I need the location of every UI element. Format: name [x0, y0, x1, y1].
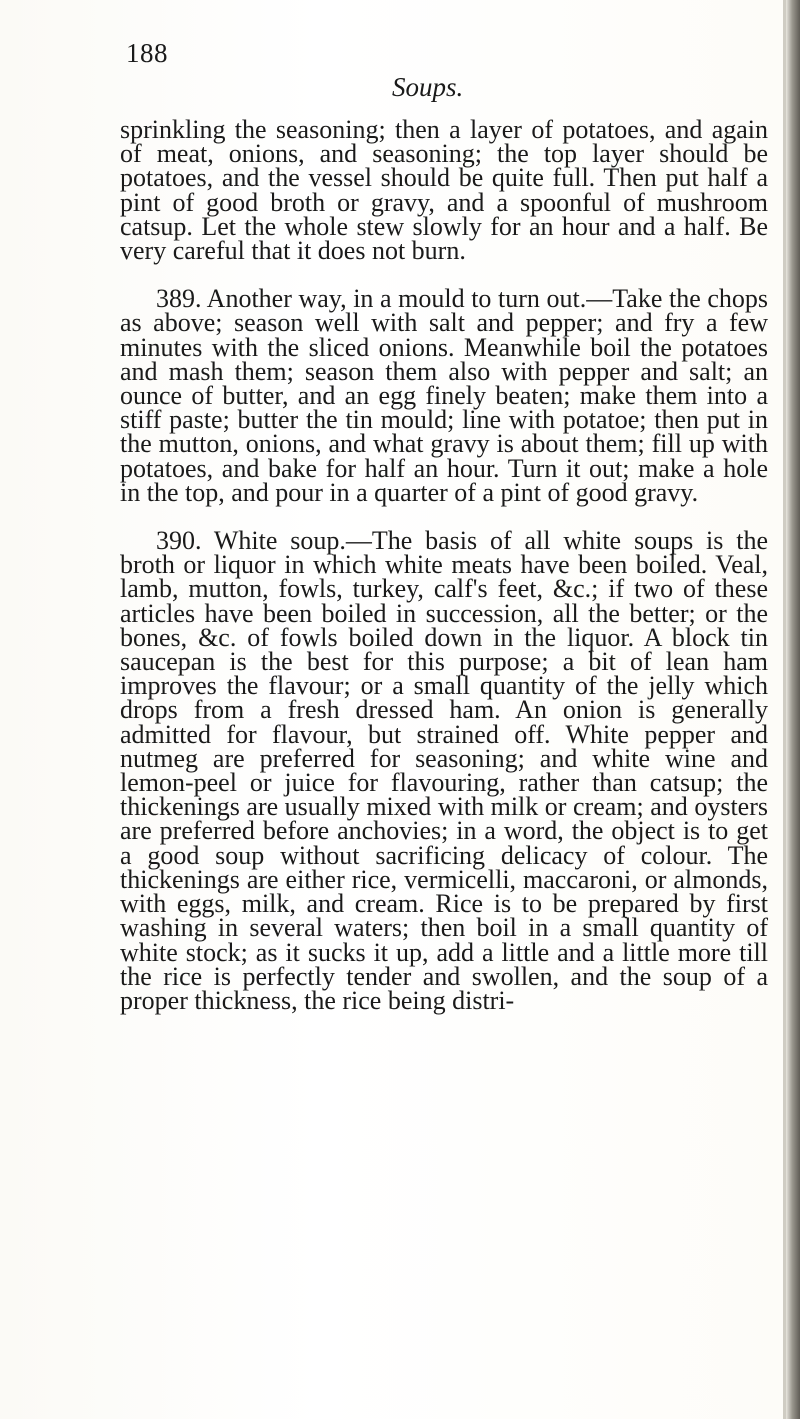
paragraph-389: 389. Another way, in a mould to turn out.—Take the chops as above; season well with salt and pepper; and fry a few minutes with the sliced onions. Meanwhile boil the potatoes and mash them; season them also with pepper and salt; an ounce of butter, and an egg finely beaten; make them into a stiff paste; butter the tin mould; line with potatoe; then put in the mutton, onions, and what gravy is about them; fill up with potatoes, and bake for half an hour. Turn it out; make a hole in the top, and pour in a quarter of a pint of good gravy. [120, 284, 768, 507]
page-number: 188 [126, 38, 168, 68]
book-spine [786, 0, 800, 1419]
body-text [120, 115, 768, 1015]
paragraph-390: 390. White soup.—The basis of all white soups is the broth or liquor in which white meats have been boiled. Veal, lamb, mutton, fowls, turkey, calf's feet, &c.; if two of these articles have been boiled in succession, all the better; or the bones, &c. of fowls boiled down in the liquor. A block tin saucepan is the best for this purpose; a bit of lean ham improves the flavour; or a small quantity of the jelly which drops from a fresh dressed ham. An onion is generally admitted for flavour, but strained off. White pepper and nutmeg are preferred for seasoning; and white wine and lemon-peel or juice for flavouring, rather than catsup; the thickenings are usually mixed with milk or cream; and oysters are preferred before anchovies; in a word, the object is to get a good soup without sacrificing delicacy of colour. The thickenings are either rice, vermicelli, maccaroni, or almonds, with eggs, milk, and cream. Rice is to be prepared by first washing in several waters; then boil in a small quantity of white stock; as it sucks it up, add a little and a little more till the rice is perfectly tender and swollen, and the soup of a proper thickness, the rice being distri- [120, 526, 768, 1015]
running-head: Soups. [392, 72, 464, 102]
paragraph-continuation: sprinkling the seasoning; then a layer of potatoes, and again of meat, onions, and seasoning; the top layer should be potatoes, and the vessel should be quite full. Then put half a pint of good broth or gravy, and a spoonful of mushroom catsup. Let the whole stew slowly for an hour and a half. Be very careful that it does not burn. [120, 115, 768, 266]
